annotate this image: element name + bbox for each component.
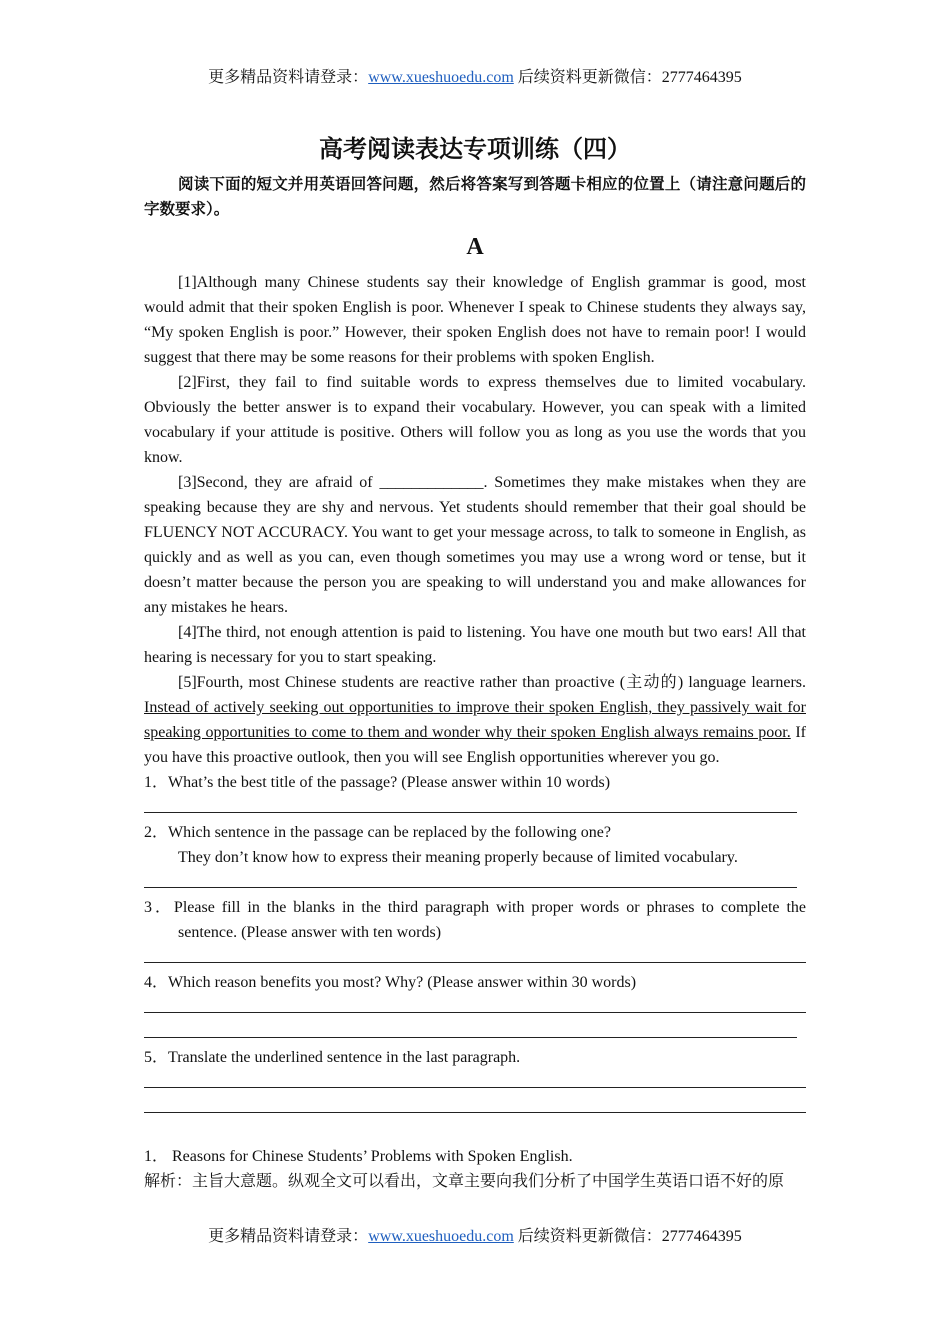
- footer-link[interactable]: www.xueshuoedu.com: [368, 1228, 514, 1245]
- section-heading: A: [466, 234, 484, 260]
- paragraph-1: [1]Although many Chinese students say their knowledge of English grammar is good, most would admit that their spoken English is poor. Whenever I speak to Chinese students they always say, “My spoken English is poor.” However, their spoken English does not have to remain poor! I would suggest that there may be some reasons for their problems with spoken English.: [144, 274, 806, 366]
- question-5: 5．Translate the underlined sentence in the last paragraph.: [144, 1049, 521, 1066]
- footer-prefix: 更多精品资料请登录：: [208, 1228, 369, 1245]
- answer-line: [144, 1095, 806, 1120]
- document-body: [144, 135, 806, 1194]
- instructions: 阅读下面的短文并用英语回答问题，然后将答案写到答题卡相应的位置上（请注意问题后的字数要求）。: [144, 176, 806, 218]
- p5-text-b: If you have this proactive outlook, then you will see English opportunities wherever you go.: [144, 724, 807, 766]
- answer-1: 1． Reasons for Chinese Students’ Problems with Spoken English.: [144, 1148, 573, 1165]
- answer-line: [144, 995, 806, 1020]
- paragraph-5: [144, 670, 806, 770]
- p5-text-a: [5]Fourth, most Chinese students are reactive rather than proactive (主动的) language learners.: [178, 674, 806, 691]
- paragraph-2: [2]First, they fail to find suitable words to express themselves due to limited vocabulary. Obviously the better answer is to expand their vocabulary. However, you can speak with a limited vocabulary if your attitude is positive. Others will follow you as long as you use the words that you know.: [144, 374, 806, 466]
- header-link[interactable]: www.xueshuoedu.com: [368, 69, 514, 86]
- header-prefix: 更多精品资料请登录：: [208, 69, 369, 86]
- answer-line: [144, 945, 806, 970]
- answer-line: [144, 1020, 806, 1045]
- question-1: 1．What’s the best title of the passage? (Please answer within 10 words): [144, 774, 611, 791]
- header-suffix: 后续资料更新微信：2777464395: [513, 69, 742, 86]
- page-title: 高考阅读表达专项训练（四）: [319, 134, 631, 163]
- answer-line: [144, 795, 806, 820]
- paragraph-4: [4]The third, not enough attention is paid to listening. You have one mouth but two ears! All that hearing is necessary for you to start speaking.: [144, 624, 806, 666]
- question-3: 3．Please fill in the blanks in the third paragraph with proper words or phrases to complete the sentence. (Please answer with ten words): [144, 899, 806, 941]
- page-footer: [0, 1224, 950, 1249]
- question-4: 4．Which reason benefits you most? Why? (Please answer within 30 words): [144, 974, 637, 991]
- answer-analysis: 解析：主旨大意题。纵观全文可以看出，文章主要向我们分析了中国学生英语口语不好的原: [144, 1173, 785, 1190]
- footer-suffix: 后续资料更新微信：2777464395: [513, 1228, 742, 1245]
- underlined-sentence: Instead of actively seeking out opportunities to improve their spoken English, they passively wait for speaking opportunities to come to them and wonder why their spoken English always remains poor.: [144, 699, 806, 741]
- answer-line: [144, 870, 806, 895]
- question-2-sentence: They don’t know how to express their meaning properly because of limited vocabulary.: [178, 849, 738, 866]
- paragraph-3: [144, 470, 806, 620]
- p3-text-b: . Sometimes they make mistakes when they are speaking because they are shy and nervous. Yet students should remember that their goal should be FLUENCY NOT ACCURACY. You want to get your message across, to talk to someone in English, as quickly and as well as you can, even though sometimes you may use a wrong word or tense, but it doesn’t matter because the person you are speaking to will understand you and make allowances for any mistakes he hears.: [144, 474, 807, 616]
- page-header: [0, 65, 950, 90]
- question-2: 2．Which sentence in the passage can be replaced by the following one?: [144, 824, 611, 841]
- p3-text-a: [3]Second, they are afraid of: [178, 474, 380, 491]
- p3-blank: _____________: [379, 474, 484, 491]
- answer-line: [144, 1070, 806, 1095]
